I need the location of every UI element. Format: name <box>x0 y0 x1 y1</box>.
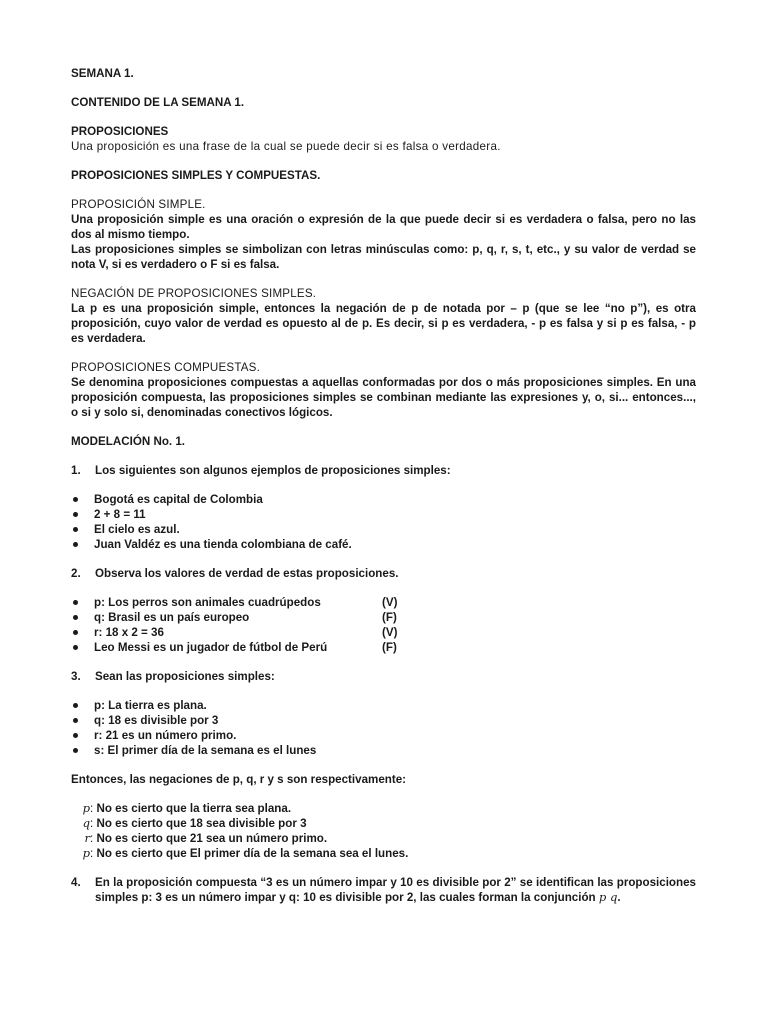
negacion-paragraph: La p es una proposición simple, entonces la negación de p de notada por – p (que se lee “no p”), es otra proposición, cuyo valor de verdad es opuesto al de p. Es decir, si p es verdadera, - p es falsa y si p es falsa, - p es verdadera. <box>71 302 696 345</box>
conjunction-formula: p q <box>598 890 618 904</box>
simple-paragraph-2: Las proposiciones simples se simbolizan con letras minúsculas como: p, q, r, s, t, etc., y su valor de verdad se nota V, si es verdadero o F si es falsa. <box>71 243 696 271</box>
item-number: 3. <box>71 670 81 683</box>
negation-text: No es cierto que 21 sea un número primo. <box>96 832 328 845</box>
list-item: p: La tierra es plana. <box>71 698 696 713</box>
item-number: 1. <box>71 464 81 477</box>
document-body <box>71 66 696 905</box>
negation-symbol: p <box>82 801 90 815</box>
list-item <box>71 640 696 655</box>
item-text: Observa los valores de verdad de estas proposiciones. <box>95 567 399 580</box>
numbered-item-2 <box>71 566 696 581</box>
section-heading-simples-compuestas: PROPOSICIONES SIMPLES Y COMPUESTAS. <box>71 169 321 182</box>
list-item: r: 21 es un número primo. <box>71 728 696 743</box>
negation-row: q: No es cierto que 18 sea divisible por 3 <box>79 816 696 831</box>
negation-text: No es cierto que la tierra sea plana. <box>96 802 292 815</box>
item-text: Los siguientes son algunos ejemplos de proposiciones simples: <box>95 464 451 477</box>
truth-value: (F) <box>382 641 397 654</box>
modelacion-heading: MODELACIÓN No. 1. <box>71 435 186 448</box>
statement: p: Los perros son animales cuadrúpedos <box>94 596 321 609</box>
item-text: Sean las proposiciones simples: <box>95 670 275 683</box>
section-heading-proposiciones: PROPOSICIONES <box>71 125 169 138</box>
truth-value: (V) <box>382 596 398 609</box>
negation-row: r: No es cierto que 21 sea un número primo. <box>79 831 696 846</box>
negation-symbol: r <box>84 831 90 845</box>
list-item: q: 18 es divisible por 3 <box>71 713 696 728</box>
item-number: 2. <box>71 567 81 580</box>
examples-list <box>71 492 696 552</box>
statement: Leo Messi es un jugador de fútbol de Perú <box>94 641 328 654</box>
simple-propositions-list <box>71 698 696 758</box>
truth-value: (F) <box>382 611 397 624</box>
section-heading-simple: PROPOSICIÓN SIMPLE. <box>71 198 206 211</box>
statement: q: Brasil es un país europeo <box>94 611 250 624</box>
list-item: Juan Valdéz es una tienda colombiana de café. <box>71 537 696 552</box>
item-number: 4. <box>71 876 81 889</box>
negations-intro: Entonces, las negaciones de p, q, r y s son respectivamente: <box>71 773 407 786</box>
list-item <box>71 610 696 625</box>
week-title: SEMANA 1. <box>71 67 134 80</box>
truth-value: (V) <box>382 626 398 639</box>
negation-symbol: p <box>82 846 90 860</box>
list-item: Bogotá es capital de Colombia <box>71 492 696 507</box>
proposiciones-text: Una proposición es una frase de la cual se puede decir si es falsa o verdadera. <box>71 140 501 153</box>
item-end: . <box>617 891 621 904</box>
negation-symbol: q <box>82 816 90 830</box>
list-item <box>71 595 696 610</box>
section-heading-compuestas: PROPOSICIONES COMPUESTAS. <box>71 361 261 374</box>
section-heading-negacion: NEGACIÓN DE PROPOSICIONES SIMPLES. <box>71 287 317 300</box>
truth-values-list <box>71 595 696 655</box>
negation-text: No es cierto que El primer día de la semana sea el lunes. <box>96 847 409 860</box>
list-item: 2 + 8 = 11 <box>71 507 696 522</box>
numbered-item-4 <box>71 875 696 905</box>
compuestas-paragraph: Se denomina proposiciones compuestas a aquellas conformadas por dos o más proposiciones simples. En una proposición compuesta, las proposiciones simples se combinan mediante las expresiones y, o, si... entonces..., o si y solo si, denominadas conectivos lógicos. <box>71 376 696 419</box>
numbered-item-3 <box>71 669 696 684</box>
numbered-item-1 <box>71 463 696 478</box>
list-item: s: El primer día de la semana es el lunes <box>71 743 696 758</box>
item-text: En la proposición compuesta “3 es un número impar y 10 es divisible por 2” se identifican las proposiciones simples p: 3 es un número impar y q: 10 es divisible por 2, las cuales forman la conjunción <box>95 876 696 904</box>
content-title: CONTENIDO DE LA SEMANA 1. <box>71 96 245 109</box>
simple-paragraph-1: Una proposición simple es una oración o expresión de la que puede decir si es verdadera o falsa, pero no las dos al mismo tiempo. <box>71 213 696 241</box>
negation-row: p: No es cierto que la tierra sea plana. <box>79 801 696 816</box>
statement: r: 18 x 2 = 36 <box>94 626 164 639</box>
list-item: El cielo es azul. <box>71 522 696 537</box>
negations-list <box>71 801 696 861</box>
list-item <box>71 625 696 640</box>
negation-text: No es cierto que 18 sea divisible por 3 <box>96 817 307 830</box>
negation-row: p: No es cierto que El primer día de la semana sea el lunes. <box>79 846 696 861</box>
item-text-container <box>95 875 696 905</box>
